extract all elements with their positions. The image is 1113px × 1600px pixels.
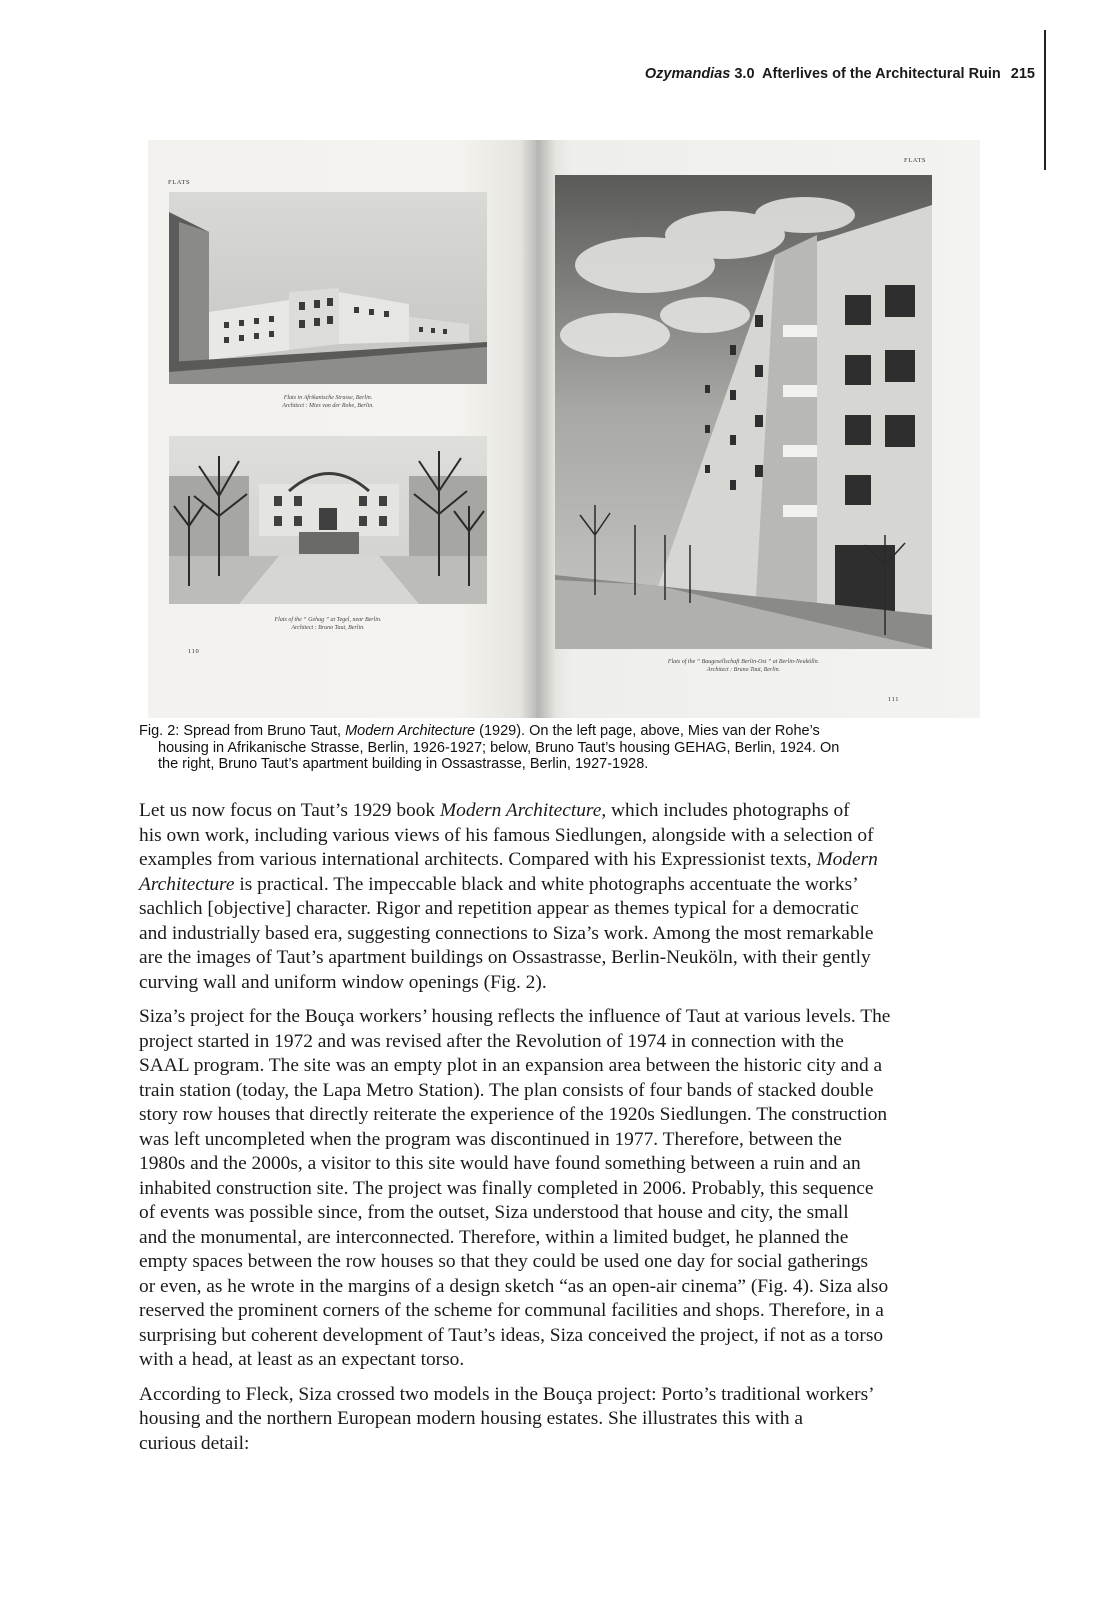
photo-gehag-tegel: [169, 436, 487, 604]
journal-title: Ozymandias: [644, 66, 731, 82]
photo3-caption: Flats of the “ Baugesellschaft Berlin-Ost ” at Berlin-Neukölln. Architect : Bruno Taut, Berlin.: [667, 659, 820, 673]
photo1-caption: Flats in Afrikanische Strasse, Berlin. Architect : Mies van der Rohe, Berlin.: [282, 395, 374, 409]
left-spread-page-number: 110: [188, 648, 200, 655]
paragraph-2: Siza’s project for the Bouça workers’ housing reflects the influence of Taut at various levels. The project started in 1972 and was revised after the Revolution of 1974 in connection with the SAAL program. The site was an empty plot in an expansion area between the historic city and a train station (today, the Lapa Metro Station). The plan consists of four bands of stacked double story row houses that directly reiterate the experience of the 1920s Siedlungen. The construction was left uncompleted when the program was discontinued in 1977. Therefore, between the 1980s and the 2000s, a visitor to this site would have found something between a ruin and an inhabited construction site. The project was finally completed in 2006. Probably, this sequence of events was possible since, from the outset, Siza understood that house and city, the small and the monumental, are interconnected. Therefore, within a limited budget, he planned the empty spaces between the row houses so that they could be used one day for social gatherings or even, as he wrote in the margins of a design sketch “as an open-air cinema” (Fig. 4). Siza also reserved the prominent corners of the scheme for communal facilities and shops. Therefore, in a surprising but coherent development of Taut’s ideas, Siza conceived the project, if not as a torso with a head, at least as an expectant torso.: [139, 1006, 891, 1370]
right-spread-page-number: 111: [888, 696, 900, 703]
running-header: [645, 62, 1035, 86]
photo-afrikanische-strasse: [169, 192, 487, 384]
paragraph-3: According to Fleck, Siza crossed two models in the Bouça project: Porto’s traditional workers’ housing and the northern European modern housing estates. She illustrates this with a curious detail:: [139, 1383, 875, 1454]
right-page-label: FLATS: [904, 157, 927, 164]
caption-line: housing in Afrikanische Strasse, Berlin, 1926-1927; below, Bruno Taut’s housing GEHAG, Berlin, 1924. On: [158, 739, 840, 756]
header-rule: [1044, 30, 1046, 170]
page-number: 215: [1010, 66, 1035, 82]
photo-ossastrasse: [555, 175, 932, 649]
body-text: [139, 799, 969, 1466]
issue-title: 3.0 Afterlives of the Architectural Ruin: [730, 66, 1001, 82]
caption-line: the right, Bruno Taut’s apartment building in Ossastrasse, Berlin, 1927-1928.: [158, 756, 649, 772]
paragraph-1: Let us now focus on Taut’s 1929 book Modern Architecture, which includes photographs of his own work, including various views of his famous Siedlungen, alongside with a selection of examples from various international architects. Compared with his Expressionist texts, Modern Architecture is practical. The impeccable black and white photographs accentuate the works’ sachlich [objective] character. Rigor and repetition appear as themes typical for a democratic and industrially based era, suggesting connections to Siza’s work. Among the most remarkable are the images of Taut’s apartment buildings on Ossastrasse, Berlin-Neuköln, with their gently curving wall and uniform window openings (Fig. 2).: [139, 800, 878, 993]
figure-caption: [139, 723, 979, 773]
left-page-label: FLATS: [168, 179, 191, 186]
caption-line: Fig. 2: Spread from Bruno Taut, Modern Architecture (1929). On the left page, above, Mies van der Rohe’s: [139, 723, 820, 739]
spread-gutter: [520, 140, 556, 718]
photo2-caption: Flats of the “ Gehag ” at Tegel, near Berlin. Architect : Bruno Taut, Berlin.: [274, 617, 382, 631]
figure-book-spread: [148, 140, 980, 718]
